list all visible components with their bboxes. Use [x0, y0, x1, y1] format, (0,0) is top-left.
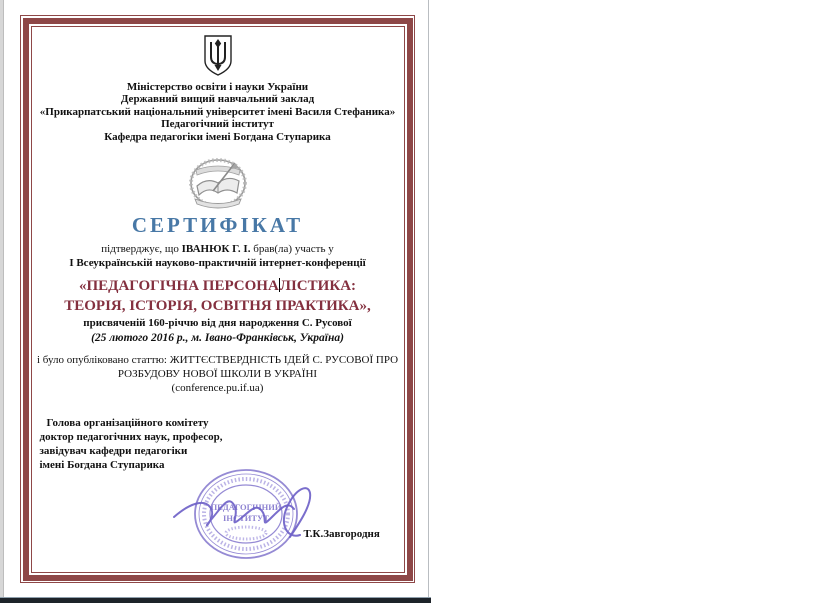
confirmation-line: підтверджує, що ІВАНЮК Г. І. брав(ла) участь у	[101, 243, 334, 256]
header-line: «Прикарпатський національний університет імені Василя Стефаника»	[39, 105, 396, 118]
header-line: Державний вищий навчальний заклад	[120, 93, 315, 106]
conference-title-line2: ТЕОРІЯ, ІСТОРІЯ, ОСВІТНЯ ПРАКТИКА»,	[64, 298, 371, 315]
tryzub-icon	[201, 34, 235, 78]
certificate-page	[5, 0, 429, 597]
university-emblem-icon	[187, 156, 249, 212]
article-line: РОЗБУДОВУ НОВОЇ ШКОЛИ В УКРАЇНІ	[117, 367, 318, 380]
signer-titles	[40, 416, 223, 472]
certificate-title: СЕРТИФІКАТ	[131, 213, 304, 238]
signer-title-line: імені Богдана Ступарика	[39, 459, 165, 472]
signer-name: Т.К.Завгородня	[303, 528, 380, 541]
certificate-content	[32, 27, 404, 572]
viewer-left-edge	[0, 0, 4, 597]
dedication-line: присвяченій 160-річчю від дня народження С. Русової	[83, 317, 352, 330]
certificate-border	[20, 15, 415, 583]
article-line: і було опубліковано статтю: ЖИТТЄСТВЕРДНІСТЬ ІДЕЙ С. РУСОВОЇ ПРО	[36, 353, 399, 366]
header-line: Кафедра педагогіки імені Богдана Ступарика	[104, 130, 331, 143]
header-line: Педагогічний інститут	[161, 118, 274, 131]
conference-title	[32, 276, 404, 316]
signer-title-line: доктор педагогічних наук, професор,	[39, 431, 223, 444]
institution-header	[32, 81, 404, 144]
signature-area	[32, 395, 404, 585]
viewer-bottom-edge	[0, 597, 431, 603]
header-line: Міністерство освіти і науки України	[126, 80, 309, 93]
svg-text:ПЕДАГОГІЧНИЙ: ПЕДАГОГІЧНИЙ	[210, 502, 281, 513]
date-place-line: (25 лютого 2016 р., м. Івано-Франківськ, Україна)	[91, 331, 344, 344]
article-site: (conference.pu.if.ua)	[171, 381, 264, 394]
article-block	[32, 354, 404, 395]
conference-title-line1: «ПЕДАГОГІЧНА ПЕРСОНАЛІСТИКА:	[78, 278, 357, 295]
svg-text:ІНСТИТУТ: ІНСТИТУТ	[222, 513, 269, 524]
signer-title-line: Голова організаційного комітету	[46, 417, 209, 430]
signer-title-line: завідувач кафедри педагогіки	[39, 445, 188, 458]
participant-name: ІВАНЮК Г. І.	[181, 243, 251, 256]
conference-kind-line: І Всеукраїнській науково-практичній інтернет-конференції	[69, 256, 366, 269]
